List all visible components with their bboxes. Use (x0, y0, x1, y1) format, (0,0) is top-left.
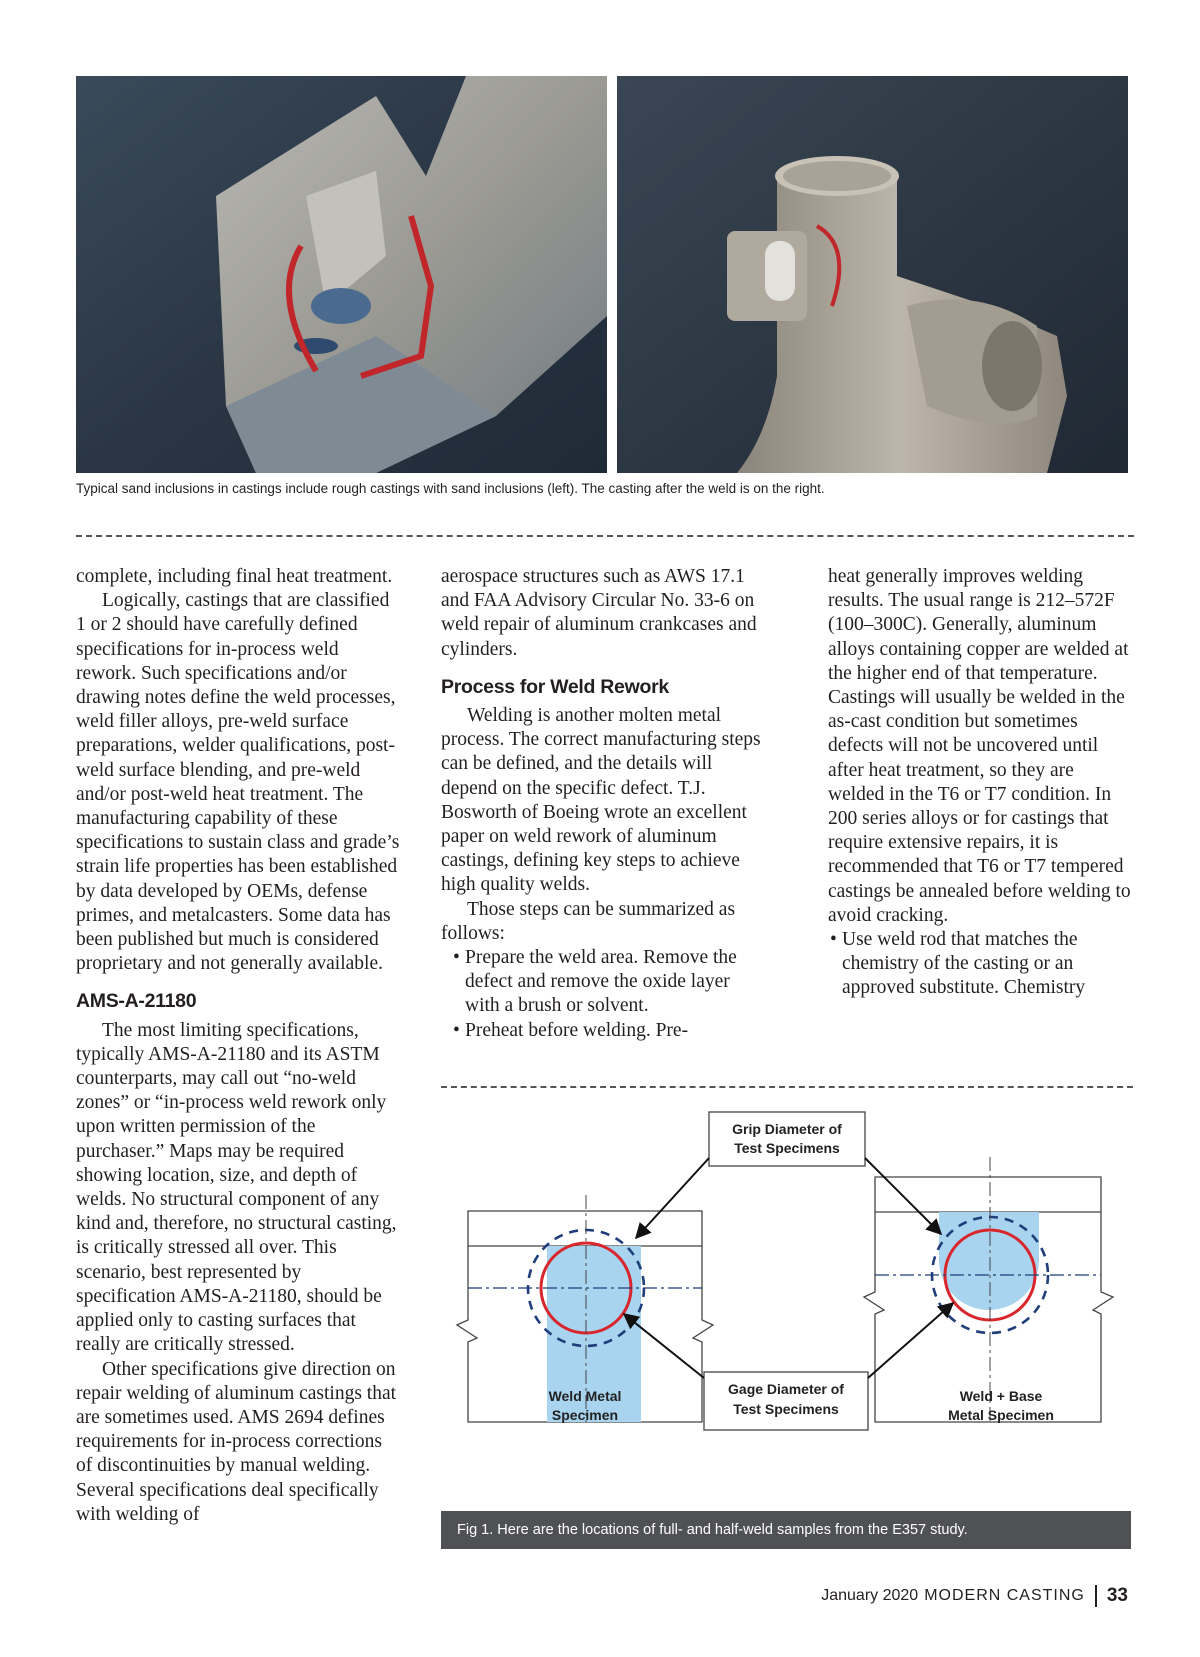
figure-weld-specimens (441, 1110, 1131, 1490)
weld-base-label-line1: Weld + Base (959, 1388, 1043, 1404)
page-footer (821, 1585, 1128, 1607)
figure-caption: Fig 1. Here are the locations of full- and half-weld samples from the E357 study. (441, 1511, 1131, 1549)
photo-after-weld (617, 76, 1128, 473)
gage-label-line1: Gage Diameter of (728, 1381, 844, 1397)
column-1 (76, 565, 402, 1527)
bullet-list (441, 946, 767, 1043)
section-heading: AMS-A-21180 (76, 990, 197, 1013)
page-number: 33 (1106, 1585, 1128, 1606)
paragraph: Those steps can be summarized as follows: (441, 898, 736, 944)
dashed-divider-figure (441, 1086, 1133, 1088)
paragraph: Welding is another molten metal process. The correct manufacturing steps can be defined, and the details will depend on the specific defect. T.J. Bosworth of Boeing wrote an excellent paper on weld rework of aluminum castings, defining key steps to achieve high quality welds. (441, 705, 761, 896)
list-item: • Prepare the weld area. Remove the defect and remove the oxide layer with a brush or solvent. (441, 946, 767, 1019)
weld-metal-label-line2: Specimen (551, 1407, 619, 1423)
section-heading: Process for Weld Rework (441, 675, 669, 698)
list-item: • Use weld rod that matches the chemistry of the casting or an approved substitute. Chemistry (828, 928, 1133, 1001)
weld-base-label-line2: Metal Specimen (948, 1407, 1054, 1423)
column-2 (441, 565, 767, 1043)
grip-label-line1: Grip Diameter of (732, 1121, 842, 1137)
gage-label-line2: Test Specimens (733, 1401, 839, 1417)
arrow-gage-right (868, 1303, 953, 1378)
footer-publication: MODERN CASTING (924, 1587, 1085, 1604)
paragraph: complete, including final heat treatment. (76, 566, 393, 587)
paragraph: aerospace structures such as AWS 17.1 and FAA Advisory Circular No. 33-6 on weld repair of aluminum crankcases and cylinders. (441, 566, 757, 660)
dashed-divider-top (76, 535, 1134, 537)
footer-date: January 2020 (821, 1587, 919, 1604)
weld-metal-label-line1: Weld Metal (548, 1388, 622, 1404)
grip-label-line2: Test Specimens (734, 1140, 840, 1156)
paragraph: The most limiting specifications, typically AMS-A-21180 and its ASTM counterparts, may call out “no-weld zones” or “in-process weld rework only upon written permission of the purchaser.” Maps may be required showing location, size, and depth of welds. No structural component of any kind and, therefore, no structural casting, is critically stressed all over. This scenario, best represented by specification AMS-A-21180, should be applied only to casting surfaces that really are critically stressed. (76, 1019, 397, 1356)
paragraph: heat generally improves welding results. The usual range is 212–572F (100–300C). Generally, aluminum alloys containing copper are welded at the higher end of that temperature. Castings will usually be welded in the as-cast condition but sometimes defects will not be uncovered until after heat treatment, so they are welded in the T6 or T7 condition. In 200 series alloys or for castings that require extensive repairs, it is recommended that T6 or T7 tempered castings be annealed before welding to avoid cracking. (828, 566, 1131, 926)
arrow-grip-right (865, 1158, 941, 1234)
footer-separator (1095, 1585, 1097, 1607)
photo-caption: Typical sand inclusions in castings include rough castings with sand inclusions (left). The casting after the weld is on the right. (76, 481, 825, 496)
paragraph: Other specifications give direction on repair welding of aluminum castings that are sometimes used. AMS 2694 defines requirements for in-process corrections of discontinuities by manual welding. Several specifications deal specifically with welding of (76, 1358, 397, 1525)
arrow-grip-left (636, 1158, 709, 1238)
list-item: • Preheat before welding. Pre- (441, 1019, 767, 1043)
bullet-list (828, 928, 1133, 1001)
paragraph: Logically, castings that are classified 1 or 2 should have carefully defined specifications for in-process weld rework. Such specifications and/or drawing notes define the weld processes, weld filler alloys, pre-weld surface preparations, welder qualifications, post-weld surface blending, and pre-weld and/or post-weld heat treatment. The manufacturing capability of these specifications to sustain class and grade’s strain life properties has been established by data developed by OEMs, defense primes, and metalcasters. Some data has been published but much is considered proprietary and not generally available. (76, 590, 400, 975)
photo-sand-inclusion (76, 76, 607, 473)
column-3 (828, 565, 1133, 1001)
